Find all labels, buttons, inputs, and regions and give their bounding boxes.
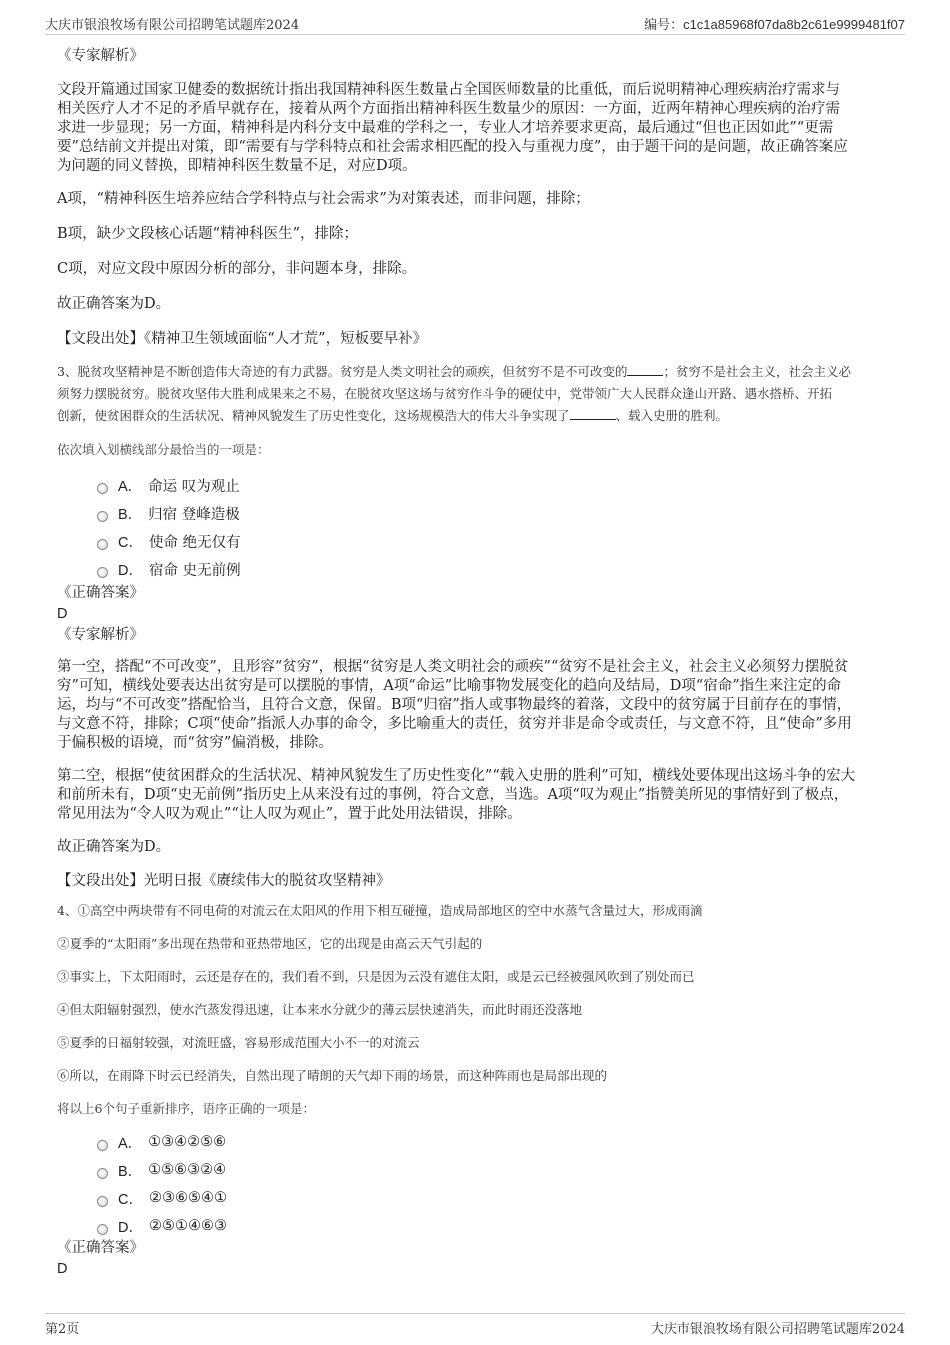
q4-sentence: ②夏季的“太阳雨”多出现在热带和亚热带地区，它的出现是由高云天气引起的 (57, 936, 483, 951)
q3-blank-2 (570, 407, 616, 420)
option-letter: B． (118, 506, 143, 523)
option-letter: D． (118, 1219, 143, 1236)
q3-analysis-p2 (57, 767, 900, 824)
radio-icon[interactable] (97, 567, 108, 578)
q2-reason-a: A项，“精神科医生培养应结合学科特点与社会需求”为对策表述，而非问题，排除； (57, 191, 590, 207)
q3-analysis-line: 与文意不符，排除；C项“使命”指派人办事的命令，多比喻重大的责任，贫穷并非是命令或责任，与文意不符，且“使命”多用 (57, 716, 852, 732)
option-text: ②③⑥⑤④① (148, 1190, 227, 1206)
header-company: 大庆市银浪牧场有限公司招聘笔试题库2024 (45, 18, 300, 33)
q3-stem-line: 须努力摆脱贫穷。脱贫攻坚伟大胜利成果来之不易，在脱贫攻坚这场与贫穷作斗争的硬仗中，党带领广大人民群众逢山开路、遇水搭桥、开拓 (57, 386, 833, 401)
q4-sentence: ④但太阳辐射强烈，使水汽蒸发得迅速，让本来水分就少的薄云层快速消失，而此时雨还没落地 (57, 1002, 583, 1017)
option-text: 宿命 史无前例 (148, 562, 241, 579)
q2-analysis-line: 求进一步显现；另一方面，精神科是内科分支中最难的学科之一，专业人才培养要求更高，最后通过“但也正因如此”“更需 (57, 120, 834, 136)
option-text: 使命 绝无仅有 (148, 534, 241, 551)
radio-icon[interactable] (97, 483, 108, 494)
footer-page-number: 第2页 (45, 1322, 80, 1337)
q2-source: 【文段出处】《精神卫生领域面临“人才荒”，短板要早补》 (57, 331, 428, 347)
q2-reason-b: B项，缺少文段核心话题“精神科医生”，排除； (57, 226, 358, 242)
q3-analysis-p1 (57, 658, 900, 753)
q2-analysis-line: 要”总结前文并提出对策，即“需要有与学科特点和社会需求相匹配的投入与重视力度”，由于题干问的是问题，故正确答案应 (57, 139, 848, 155)
q3-analysis-line: 常见用法为“令人叹为观止”“让人叹为观止”，置于此处用法错误，排除。 (57, 806, 522, 822)
q3-stem-line (57, 405, 900, 427)
option-letter: A． (118, 478, 143, 495)
radio-icon[interactable] (97, 1224, 108, 1235)
option-letter: C． (118, 1191, 143, 1208)
q4-option-a[interactable] (97, 1128, 900, 1156)
q4-option-b[interactable] (97, 1156, 900, 1184)
q4-sentence: ③事实上，下太阳雨时，云还是存在的，我们看不到，只是因为云没有遮住太阳，或是云已经被强风吹到了别处而已 (57, 969, 695, 984)
header-code: 编号：c1c1a85968f07da8b2c61e9999481f07 (644, 17, 905, 32)
q3-option-a[interactable] (97, 471, 900, 499)
q4-option-d[interactable] (97, 1212, 900, 1240)
q3-conclusion: 故正确答案为D。 (57, 839, 171, 855)
radio-icon[interactable] (97, 1168, 108, 1179)
footer-company: 大庆市银浪牧场有限公司招聘笔试题库2024 (650, 1322, 905, 1337)
q2-conclusion: 故正确答案为D。 (57, 296, 171, 312)
page-footer (45, 1313, 905, 1336)
q4-sentences (57, 900, 900, 1087)
q3-stem-text: ；贫穷不是社会主义，社会主义必 (663, 364, 851, 379)
q4-sentence: 4、①高空中两块带有不同电荷的对流云在太阳风的作用下相互碰撞，造成局部地区的空中水蒸气含量过大，形成雨滴 (57, 903, 703, 918)
q3-analysis-line: 于偏积极的语境，而“贫穷”偏消极，排除。 (57, 735, 333, 751)
q3-option-d[interactable] (97, 555, 900, 583)
radio-icon[interactable] (97, 1196, 108, 1207)
q3-analysis-line: 运，均与“不可改变”搭配恰当，且符合文意，保留。B项“归宿”指人或事物最终的着落，文段中的贫穷属于目前存在的事情， (57, 697, 852, 713)
radio-icon[interactable] (97, 539, 108, 550)
q3-answer: D (57, 606, 68, 622)
q2-reason-c: C项，对应文段中原因分析的部分，非问题本身，排除。 (57, 261, 417, 277)
q3-analysis-line: 和前所未有，D项“史无前例”指历史上从来没有过的事例，符合文意，当选。A项“叹为观止”指赞美所见的事情好到了极点， (57, 787, 849, 803)
q3-prompt: 依次填入划横线部分最恰当的一项是： (57, 442, 270, 457)
option-letter: A． (118, 1135, 143, 1152)
q4-sentence: ⑤夏季的日福射较强，对流旺盛，容易形成范围大小不一的对流云 (57, 1035, 420, 1050)
option-letter: B． (118, 1163, 143, 1180)
option-letter: D． (118, 562, 143, 579)
q3-option-b[interactable] (97, 499, 900, 527)
q3-stem (57, 361, 900, 427)
page-content (57, 44, 900, 1278)
q3-stem-line (57, 361, 900, 383)
q3-analysis-line: 穷”可知，横线处要表达出贫穷是可以摆脱的事情，A项“命运”比喻事物发展变化的趋向及结局，D项“宿命”指生来注定的命 (57, 678, 842, 694)
q3-source: 【文段出处】光明日报《赓续伟大的脱贫攻坚精神》 (57, 873, 391, 889)
option-text: ①③④②⑤⑥ (148, 1134, 227, 1150)
option-text: ②⑤①④⑥③ (148, 1218, 227, 1234)
q3-analysis-line: 第一空，搭配“不可改变”，且形容“贫穷”，根据“贫穷是人类文明社会的顽疾”“贫穷不是社会主义，社会主义必须努力摆脱贫 (57, 659, 849, 675)
option-text: ①⑤⑥③②④ (148, 1162, 227, 1178)
q3-blank-1 (627, 363, 663, 376)
q3-stem-text: 、载入史册的胜利。 (615, 408, 729, 423)
q3-options (57, 471, 900, 583)
option-text: 命运 叹为观止 (148, 478, 240, 495)
radio-icon[interactable] (97, 1140, 108, 1151)
q4-answer-label: 《正确答案》 (57, 1240, 144, 1256)
q4-answer: D (57, 1261, 68, 1277)
q3-analysis-label: 《专家解析》 (57, 627, 144, 643)
option-text: 归宿 登峰造极 (148, 506, 240, 523)
q2-analysis (57, 81, 900, 176)
q3-option-c[interactable] (97, 527, 900, 555)
q3-stem-text: 3、脱贫攻坚精神是不断创造伟大奇迹的有力武器。贫穷是人类文明社会的顽疾，但贫穷不是不可改变的 (57, 364, 628, 379)
q3-analysis-line: 第二空，根据“使贫困群众的生活状况、精神风貌发生了历史性变化”“载入史册的胜利”可知，横线处要体现出这场斗争的宏大 (57, 768, 856, 784)
page-header (45, 12, 905, 35)
q3-answer-label: 《正确答案》 (57, 585, 144, 601)
q4-sentence: ⑥所以，在雨降下时云已经消失，自然出现了晴朗的天气却下雨的场景，而这种阵雨也是局部出现的 (57, 1068, 608, 1083)
q4-options (57, 1128, 900, 1240)
option-letter: C． (118, 534, 143, 551)
q2-analysis-line: 文段开篇通过国家卫健委的数据统计指出我国精神科医生数量占全国医师数量的比重低，而后说明精神心理疾病治疗需求与 (57, 82, 840, 98)
radio-icon[interactable] (97, 511, 108, 522)
q3-stem-text: 创新，使贫困群众的生活状况、精神风貌发生了历史性变化，这场规模浩大的伟大斗争实现了 (57, 408, 570, 423)
q2-analysis-line: 相关医疗人才不足的矛盾早就存在，接着从两个方面指出精神科医生数量少的原因：一方面，近两年精神心理疾病的治疗需 (57, 101, 840, 117)
q2-analysis-label: 《专家解析》 (57, 48, 144, 64)
q4-option-c[interactable] (97, 1184, 900, 1212)
q2-analysis-line: 为问题的同义替换，即精神科医生数量不足，对应D项。 (57, 158, 417, 174)
q4-prompt: 将以上6个句子重新排序，语序正确的一项是： (57, 1101, 315, 1116)
